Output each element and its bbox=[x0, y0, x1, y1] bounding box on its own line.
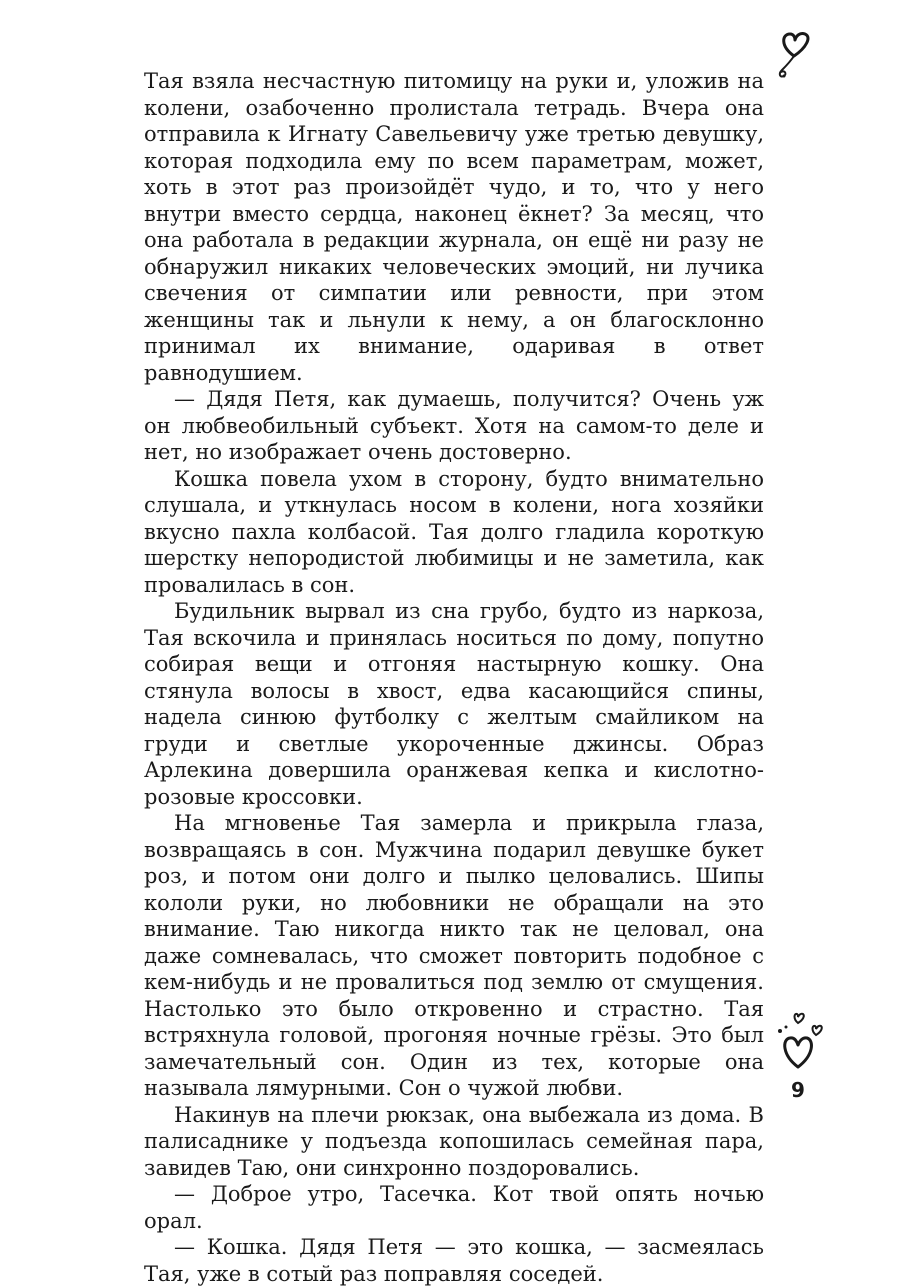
paragraph: Будильник вырвал из сна грубо, будто из наркоза, Тая вскочила и принялась носиться по дому, попутно собирая вещи и отгоняя настырную кошку. Она стянула волосы в хвост, едва касающийся спины, надела синюю футболку с желтым смайликом на груди и светлые укороченные джинсы. Образ Арлекина довершила оранжевая кепка и кислотно-розовые кроссовки. bbox=[144, 599, 764, 809]
page-number: 9 bbox=[791, 1078, 805, 1102]
hearts-cluster-icon bbox=[768, 1005, 828, 1075]
heart-swirl-icon bbox=[770, 26, 820, 86]
body-text bbox=[144, 68, 764, 1287]
paragraph: — Дядя Петя, как думаешь, получится? Очень уж он любвеобильный субъект. Хотя на самом-то деле и нет, но изображает очень достоверно. bbox=[144, 387, 764, 464]
paragraph: Тая взяла несчастную питомицу на руки и, уложив на колени, озабоченно пролистала тетрадь. Вчера она отправила к Игнату Савельевичу уже третью девушку, которая подходила ему по всем параметрам, может, хоть в этот раз произойдёт чудо, и то, что у него внутри вместо сердца, наконец ёкнет? За месяц, что она работала в редакции журнала, он ещё ни разу не обнаружил никаких человеческих эмоций, ни лучика свечения от симпатии или ревности, при этом женщины так и льнули к нему, а он благосклонно принимал их внимание, одаривая в ответ равнодушием. bbox=[144, 69, 764, 385]
paragraph: Кошка повела ухом в сторону, будто внимательно слушала, и уткнулась носом в колени, нога хозяйки вкусно пахла колбасой. Тая долго гладила короткую шерстку непородистой любимицы и не заметила, как провалилась в сон. bbox=[144, 466, 764, 597]
paragraph: Накинув на плечи рюкзак, она выбежала из дома. В палисаднике у подъезда копошилась семейная пара, завидев Таю, они синхронно поздоровались. bbox=[144, 1102, 764, 1180]
paragraph: — Кошка. Дядя Петя — это кошка, — засмеялась Тая, уже в сотый раз поправляя соседей. bbox=[144, 1235, 764, 1286]
paragraph: На мгновенье Тая замерла и прикрыла глаза, возвращаясь в сон. Мужчина подарил девушке букет роз, и потом они долго и пылко целовались. Шипы кололи руки, но любовники не обращали на это внимание. Таю никогда никто так не целовал, она даже сомневалась, что сможет повторить подобное с кем-нибудь и не провалиться под землю от смущения. Настолько это было откровенно и страстно. Тая встряхнула головой, прогоняя ночные грёзы. Это был замечательный сон. Один из тех, которые она называла лямурными. Сон о чужой любви. bbox=[144, 811, 764, 1100]
paragraph: — Доброе утро, Тасечка. Кот твой опять ночью орал. bbox=[144, 1182, 764, 1233]
